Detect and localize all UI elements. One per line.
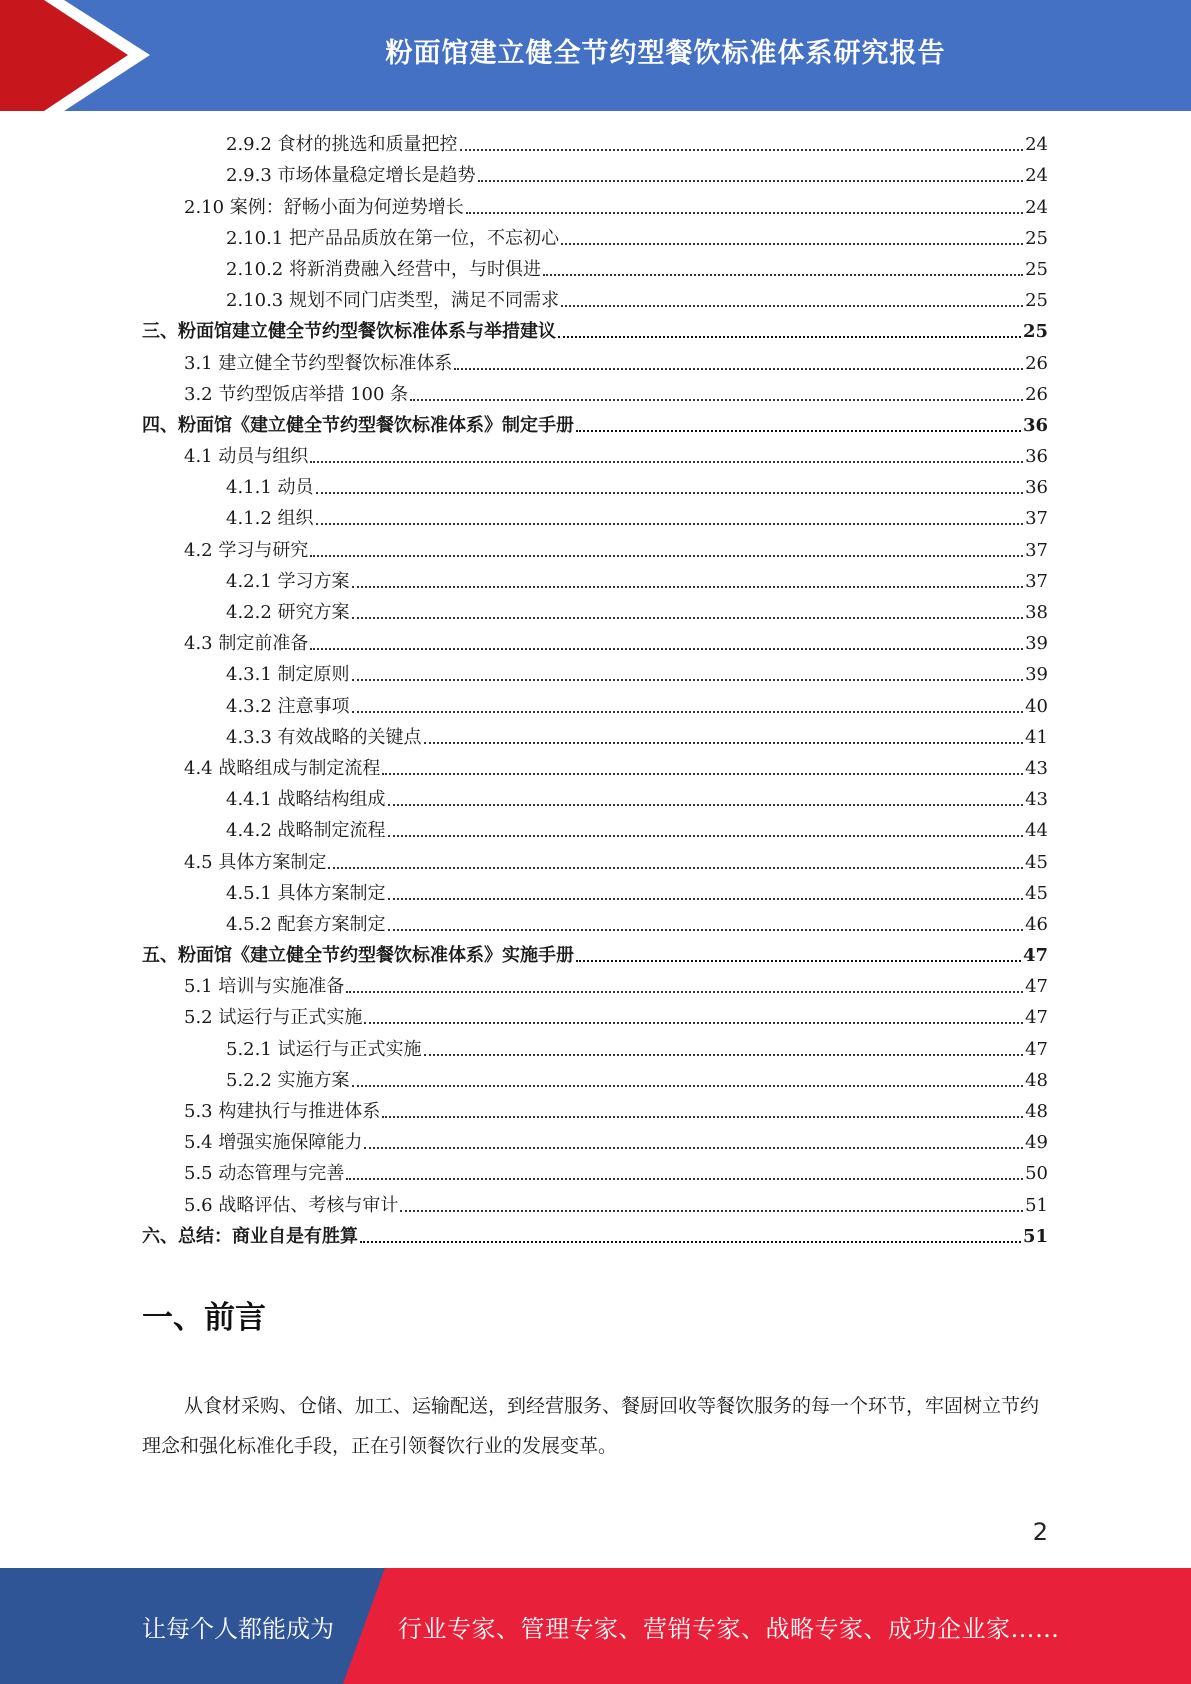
toc-entry[interactable] bbox=[142, 440, 1048, 471]
toc-entry-page: 48 bbox=[1025, 1101, 1048, 1122]
toc-entry-label: 4.4 战略组成与制定流程 bbox=[184, 757, 381, 779]
toc-dot-leader bbox=[558, 336, 1021, 338]
toc-entry[interactable] bbox=[142, 128, 1048, 159]
toc-entry[interactable] bbox=[142, 845, 1048, 876]
toc-entry[interactable] bbox=[142, 1220, 1048, 1251]
toc-entry[interactable] bbox=[142, 814, 1048, 845]
toc-entry-label: 5.2.1 试运行与正式实施 bbox=[226, 1038, 422, 1060]
toc-entry-page: 47 bbox=[1025, 976, 1048, 998]
toc-dot-leader bbox=[310, 555, 1023, 557]
toc-entry-label: 2.10.1 把产品品质放在第一位，不忘初心 bbox=[226, 227, 559, 249]
toc-dot-leader bbox=[346, 991, 1023, 993]
toc-dot-leader bbox=[310, 461, 1023, 463]
toc-entry-label: 5.4 增强实施保障能力 bbox=[184, 1132, 363, 1154]
toc-entry-page: 25 bbox=[1025, 258, 1048, 280]
toc-entry-page: 39 bbox=[1025, 633, 1048, 655]
toc-dot-leader bbox=[466, 212, 1023, 214]
toc-entry-page: 36 bbox=[1025, 477, 1048, 499]
toc-entry-label: 4.3.1 制定原则 bbox=[226, 664, 350, 686]
toc-entry[interactable] bbox=[142, 502, 1048, 533]
toc-entry[interactable] bbox=[142, 627, 1048, 658]
toc-entry-label: 五、粉面馆《建立健全节约型餐饮标准体系》实施手册 bbox=[142, 945, 574, 967]
toc-entry-label: 4.1.1 动员 bbox=[226, 477, 314, 499]
toc-entry-page: 38 bbox=[1025, 602, 1048, 623]
toc-entry[interactable] bbox=[142, 190, 1048, 221]
toc-entry[interactable] bbox=[142, 1032, 1048, 1063]
toc-dot-leader bbox=[382, 773, 1023, 775]
toc-entry-label: 3.1 建立健全节约型餐饮标准体系 bbox=[184, 352, 453, 374]
toc-entry-page: 25 bbox=[1025, 227, 1048, 249]
toc-entry-page: 26 bbox=[1025, 383, 1048, 405]
toc-dot-leader bbox=[454, 368, 1023, 370]
toc-dot-leader bbox=[364, 1022, 1023, 1024]
toc-entry-page: 36 bbox=[1022, 414, 1048, 436]
toc-entry-label: 5.1 培训与实施准备 bbox=[184, 976, 345, 998]
toc-entry-page: 45 bbox=[1025, 851, 1048, 873]
toc-dot-leader bbox=[346, 1178, 1023, 1180]
toc-entry-label: 5.5 动态管理与完善 bbox=[184, 1163, 345, 1185]
toc-entry[interactable] bbox=[142, 1126, 1048, 1157]
toc-dot-leader bbox=[400, 1210, 1023, 1212]
toc-entry-label: 4.2 学习与研究 bbox=[184, 539, 309, 561]
toc-entry-label: 5.6 战略评估、考核与审计 bbox=[184, 1194, 399, 1216]
toc-entry[interactable] bbox=[142, 596, 1048, 627]
footer-slogan-left: 让每个人都能成为 bbox=[142, 1614, 334, 1643]
toc-entry-page: 40 bbox=[1025, 695, 1048, 717]
page-number: 2 bbox=[1032, 1518, 1048, 1546]
footer-banner bbox=[0, 1568, 1191, 1684]
toc-entry[interactable] bbox=[142, 471, 1048, 502]
toc-entry-page: 43 bbox=[1025, 757, 1048, 779]
toc-dot-leader bbox=[424, 742, 1024, 744]
header-banner bbox=[0, 0, 1191, 111]
toc-dot-leader bbox=[410, 399, 1023, 401]
toc-entry-label: 2.9.3 市场体量稳定增长是趋势 bbox=[226, 165, 476, 187]
toc-entry[interactable] bbox=[142, 159, 1048, 190]
toc-entry-page: 25 bbox=[1022, 321, 1048, 343]
toc-dot-leader bbox=[352, 617, 1024, 619]
toc-entry-page: 41 bbox=[1025, 726, 1048, 748]
toc-entry[interactable] bbox=[142, 378, 1048, 409]
toc-entry-label: 4.3.2 注意事项 bbox=[226, 695, 350, 717]
toc-entry-label: 4.1 动员与组织 bbox=[184, 446, 309, 468]
toc-entry-label: 4.5.1 具体方案制定 bbox=[226, 882, 386, 904]
toc-dot-leader bbox=[352, 586, 1024, 588]
toc-entry[interactable] bbox=[142, 565, 1048, 596]
body-paragraph: 从食材采购、仓储、加工、运输配送，到经营服务、餐厨回收等餐饮服务的每一个环节，牢固树立节约理念和强化标准化手段，正在引领餐饮行业的发展变革。 bbox=[142, 1395, 1040, 1457]
toc-dot-leader bbox=[352, 1085, 1024, 1087]
toc-dot-leader bbox=[328, 867, 1023, 869]
toc-entry-label: 4.5 具体方案制定 bbox=[184, 851, 327, 873]
toc-entry-page: 24 bbox=[1025, 196, 1048, 218]
toc-dot-leader bbox=[543, 274, 1023, 276]
toc-entry-page: 25 bbox=[1025, 290, 1048, 312]
toc-entry[interactable] bbox=[142, 1064, 1048, 1095]
toc-dot-leader bbox=[388, 835, 1024, 837]
toc-entry-label: 5.3 构建执行与推进体系 bbox=[184, 1101, 381, 1122]
toc-entry-label: 3.2 节约型饭店举措 100 条 bbox=[184, 383, 409, 405]
toc-entry-label: 4.3 制定前准备 bbox=[184, 633, 309, 655]
toc-entry-page: 26 bbox=[1025, 352, 1048, 374]
toc-entry[interactable] bbox=[142, 721, 1048, 752]
toc-entry-label: 5.2 试运行与正式实施 bbox=[184, 1007, 363, 1029]
toc-entry-label: 4.4.2 战略制定流程 bbox=[226, 820, 386, 842]
toc-entry-label: 2.10.3 规划不同门店类型，满足不同需求 bbox=[226, 290, 559, 312]
toc-entry[interactable] bbox=[142, 1001, 1048, 1032]
toc-dot-leader bbox=[316, 523, 1024, 525]
toc-entry[interactable] bbox=[142, 658, 1048, 689]
toc-entry[interactable] bbox=[142, 1095, 1048, 1126]
toc-dot-leader bbox=[364, 1147, 1023, 1149]
toc-dot-leader bbox=[388, 804, 1024, 806]
table-of-contents bbox=[142, 128, 1048, 1251]
toc-entry[interactable] bbox=[142, 409, 1048, 440]
toc-entry-page: 24 bbox=[1025, 165, 1048, 187]
toc-dot-leader bbox=[576, 960, 1021, 962]
toc-entry[interactable] bbox=[142, 346, 1048, 377]
toc-entry-page: 39 bbox=[1025, 664, 1048, 686]
toc-entry[interactable] bbox=[142, 1157, 1048, 1188]
toc-entry-label: 4.2.2 研究方案 bbox=[226, 602, 350, 623]
toc-entry[interactable] bbox=[142, 689, 1048, 720]
toc-entry-page: 47 bbox=[1025, 1007, 1048, 1029]
toc-entry-page: 47 bbox=[1025, 1038, 1048, 1060]
toc-entry-label: 4.1.2 组织 bbox=[226, 508, 314, 530]
toc-entry[interactable] bbox=[142, 315, 1048, 346]
toc-dot-leader bbox=[352, 679, 1024, 681]
toc-dot-leader bbox=[460, 149, 1024, 151]
toc-dot-leader bbox=[424, 1054, 1024, 1056]
toc-entry-label: 4.3.3 有效战略的关键点 bbox=[226, 726, 422, 748]
toc-dot-leader bbox=[310, 648, 1023, 650]
toc-entry[interactable] bbox=[142, 1188, 1048, 1219]
toc-entry-label: 四、粉面馆《建立健全节约型餐饮标准体系》制定手册 bbox=[142, 414, 574, 436]
toc-entry-label: 2.10.2 将新消费融入经营中，与时俱进 bbox=[226, 258, 541, 280]
toc-entry-page: 46 bbox=[1025, 913, 1048, 935]
toc-entry-page: 37 bbox=[1025, 508, 1048, 530]
toc-entry-page: 37 bbox=[1025, 570, 1048, 592]
toc-entry-label: 4.4.1 战略结构组成 bbox=[226, 789, 386, 811]
toc-entry-page: 50 bbox=[1025, 1163, 1048, 1185]
toc-dot-leader bbox=[360, 1241, 1021, 1243]
toc-dot-leader bbox=[388, 929, 1024, 931]
toc-entry-page: 37 bbox=[1025, 539, 1048, 561]
toc-entry-label: 三、粉面馆建立健全节约型餐饮标准体系与举措建议 bbox=[142, 321, 556, 343]
toc-dot-leader bbox=[382, 1116, 1023, 1118]
toc-entry-label: 4.2.1 学习方案 bbox=[226, 570, 350, 592]
toc-entry[interactable] bbox=[142, 284, 1048, 315]
toc-dot-leader bbox=[316, 492, 1024, 494]
toc-entry-page: 51 bbox=[1022, 1225, 1048, 1247]
toc-entry-page: 36 bbox=[1025, 446, 1048, 468]
toc-entry[interactable] bbox=[142, 908, 1048, 939]
toc-entry-label: 2.9.2 食材的挑选和质量把控 bbox=[226, 134, 458, 156]
toc-dot-leader bbox=[478, 180, 1024, 182]
toc-entry[interactable] bbox=[142, 877, 1048, 908]
toc-entry-page: 51 bbox=[1025, 1194, 1048, 1216]
footer-slogan-right: 行业专家、管理专家、营销专家、战略专家、成功企业家…… bbox=[398, 1614, 1060, 1643]
toc-entry[interactable] bbox=[142, 752, 1048, 783]
section-heading: 一、前言 bbox=[142, 1300, 266, 1336]
toc-dot-leader bbox=[561, 305, 1023, 307]
toc-dot-leader bbox=[561, 243, 1023, 245]
toc-entry[interactable] bbox=[142, 253, 1048, 284]
toc-entry-page: 43 bbox=[1025, 789, 1048, 811]
toc-entry[interactable] bbox=[142, 783, 1048, 814]
toc-entry[interactable] bbox=[142, 970, 1048, 1001]
toc-entry-page: 45 bbox=[1025, 882, 1048, 904]
toc-entry-page: 48 bbox=[1025, 1069, 1048, 1091]
document-title: 粉面馆建立健全节约型餐饮标准体系研究报告 bbox=[385, 37, 946, 69]
toc-dot-leader bbox=[388, 898, 1024, 900]
toc-entry-label: 5.2.2 实施方案 bbox=[226, 1069, 350, 1091]
toc-entry-page: 24 bbox=[1025, 134, 1048, 156]
toc-dot-leader bbox=[576, 430, 1021, 432]
toc-dot-leader bbox=[352, 711, 1024, 713]
toc-entry[interactable] bbox=[142, 939, 1048, 970]
toc-entry-label: 六、总结：商业自是有胜算 bbox=[142, 1225, 358, 1247]
toc-entry-page: 47 bbox=[1022, 945, 1048, 967]
toc-entry-page: 44 bbox=[1025, 820, 1048, 842]
toc-entry-page: 49 bbox=[1025, 1132, 1048, 1154]
toc-entry-label: 4.5.2 配套方案制定 bbox=[226, 913, 386, 935]
toc-entry[interactable] bbox=[142, 222, 1048, 253]
toc-entry[interactable] bbox=[142, 533, 1048, 564]
toc-entry-label: 2.10 案例：舒畅小面为何逆势增长 bbox=[184, 196, 464, 218]
